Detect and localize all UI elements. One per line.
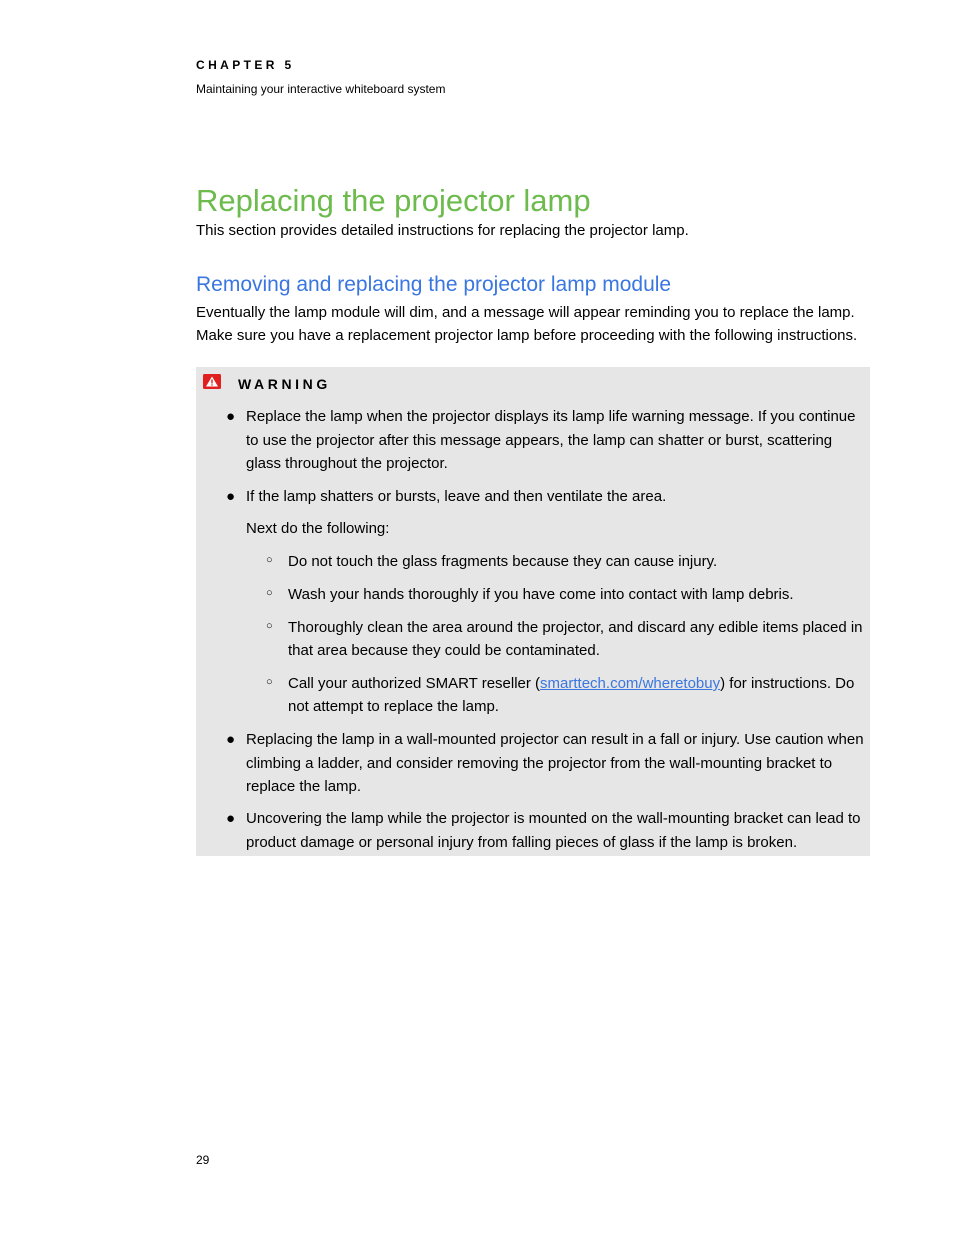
wheretobuy-link[interactable]: smarttech.com/wheretobuy	[540, 675, 721, 692]
bullet-icon: ●	[226, 488, 236, 505]
sub-item-text: Thoroughly clean the area around the projector, and discard any edible items placed in that area because they could be contaminated.	[288, 619, 863, 659]
next-steps-label: Next do the following:	[246, 520, 390, 537]
sub-item-text: Do not touch the glass fragments because they can cause injury.	[288, 553, 718, 570]
circle-bullet-icon: ○	[266, 676, 273, 688]
bullet-text: If the lamp shatters or bursts, leave and then ventilate the area.	[246, 488, 667, 505]
section-body-line-1: Eventually the lamp module will dim, and a message will appear reminding you to replace the lamp.	[196, 304, 855, 321]
chapter-title: Maintaining your interactive whiteboard system	[196, 82, 446, 96]
section-body	[196, 301, 876, 347]
circle-bullet-icon: ○	[266, 620, 273, 632]
page-number: 29	[196, 1153, 210, 1167]
section-body-line-2: Make sure you have a replacement projector lamp before proceeding with the following instructions.	[196, 327, 858, 344]
circle-bullet-icon: ○	[266, 587, 273, 599]
bullet-icon: ●	[226, 731, 236, 748]
warning-box	[196, 367, 870, 856]
intro-paragraph: This section provides detailed instructions for replacing the projector lamp.	[196, 222, 689, 239]
sub-item-text-before-link: Call your authorized SMART reseller (	[288, 675, 541, 692]
bullet-icon: ●	[226, 810, 236, 827]
bullet-icon: ●	[226, 408, 236, 425]
bullet-text: Replacing the lamp in a wall-mounted projector can result in a fall or injury. Use caution when climbing a ladder, and consider removing the projector from the wall-mounting bracket to replace the lamp.	[246, 731, 864, 795]
circle-bullet-icon: ○	[266, 554, 273, 566]
bullet-text: Replace the lamp when the projector displays its lamp life warning message. If you continue to use the projector after this message appears, the lamp can shatter or burst, scattering glass throughout the projector.	[246, 408, 856, 472]
sub-item-text: Wash your hands thoroughly if you have come into contact with lamp debris.	[288, 586, 794, 603]
sub-item-text-after-link: ) for instructions. Do not attempt to replace the lamp.	[288, 675, 855, 715]
page-title: Replacing the projector lamp	[196, 183, 591, 218]
warning-label: WARNING	[238, 376, 331, 392]
sub-item-text	[288, 672, 868, 718]
chapter-label: CHAPTER 5	[196, 58, 295, 72]
warning-triangle-icon	[203, 374, 221, 389]
bullet-text: Uncovering the lamp while the projector is mounted on the wall-mounting bracket can lead to product damage or personal injury from falling pieces of glass if the lamp is broken.	[246, 810, 861, 851]
section-heading: Removing and replacing the projector lamp module	[196, 273, 672, 296]
